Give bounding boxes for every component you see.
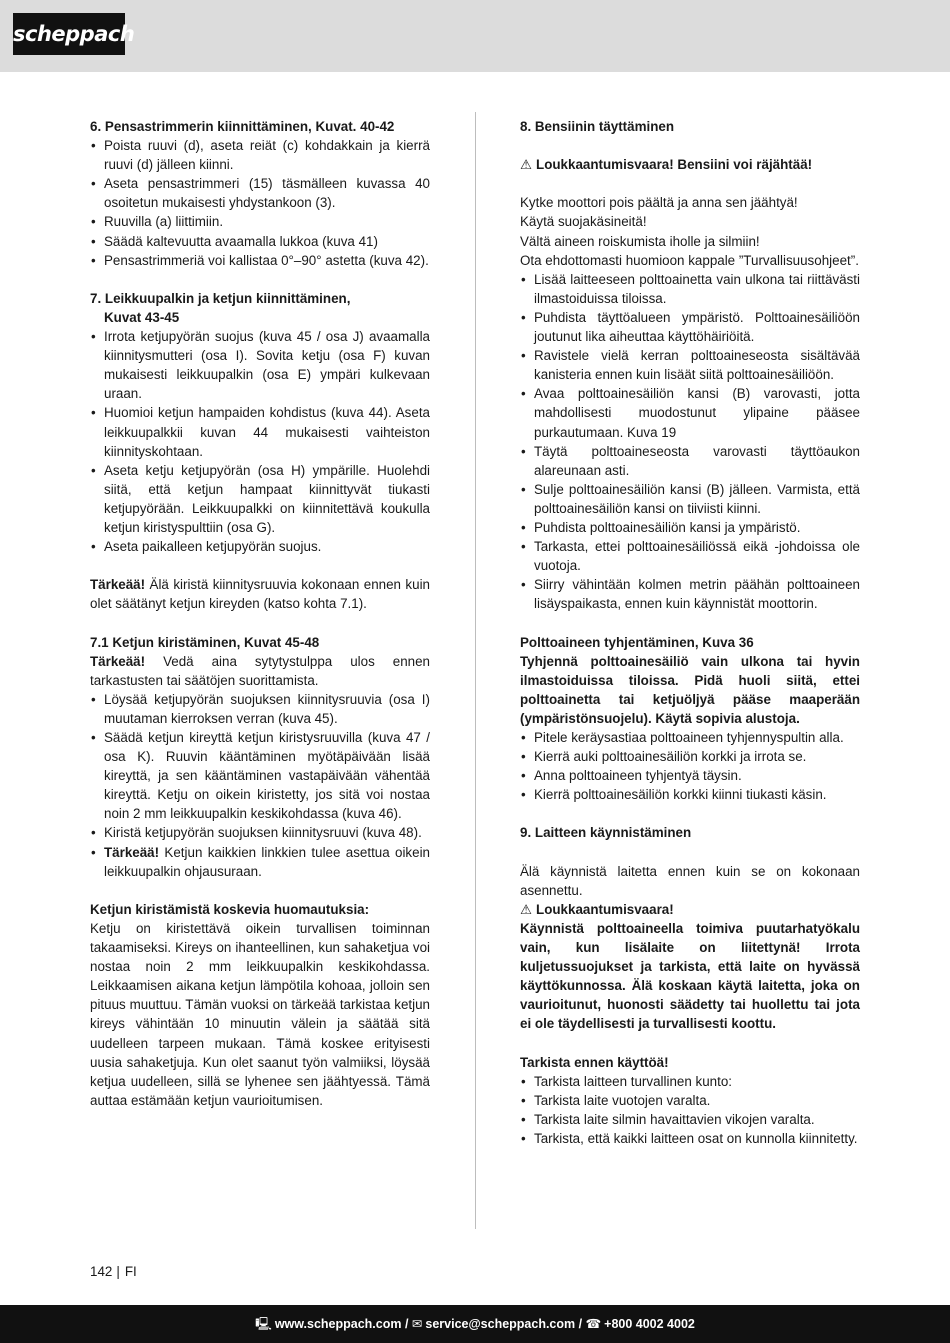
- section-8-line: Ota ehdottomasti huomioon kappale ”Turvallisuusohjeet”.: [520, 252, 859, 268]
- list-item: • Lisää laitteeseen polttoainetta vain ulkona tai riittävästi ilmastoiduissa tiloissa.: [520, 270, 860, 308]
- section-7-list: [90, 327, 430, 556]
- list-item: • Kiristä ketjupyörän suojuksen kiinnitysruuvi (kuva 48).: [90, 823, 430, 842]
- intro-label: Tärkeää!: [90, 653, 146, 669]
- section-7-1-list: [90, 690, 430, 881]
- right-column: [520, 117, 860, 1148]
- section-6-title: 6. Pensastrimmerin kiinnittäminen, Kuvat. 40-42: [90, 119, 395, 134]
- list-item: • Huomioi ketjun hampaiden kohdistus (kuva 44). Aseta leikkuupalkkii kuvan 44 mukaisesti vaihteiston kiinnityskohtaan.: [90, 403, 430, 460]
- warning-text: Loukkaantumisvaara! Bensiini voi räjähtää!: [536, 157, 813, 173]
- check-title: Tarkista ennen käyttöä!: [520, 1054, 669, 1070]
- list-item: • Pitele keräysastiaa polttoaineen tyhjennyspultin alla.: [520, 728, 860, 747]
- section-7-subtitle: Kuvat 43-45: [104, 309, 180, 325]
- warning-icon: ⚠: [520, 157, 533, 173]
- section-7-1-intro: [90, 652, 430, 690]
- list-item: • Kierrä polttoainesäiliön korkki kiinni tiukasti käsin.: [520, 785, 860, 804]
- section-7-1-title: 7.1 Ketjun kiristäminen, Kuvat 45-48: [90, 634, 320, 650]
- page-separator: |: [116, 1264, 120, 1279]
- drain-bold-text: Tyhjennä polttoainesäiliö vain ulkona tai hyvin ilmastoiduissa tiloissa. Pidä huoli siitä, ettei polttoainetta tai ketjuöljyä pääse maaperään (ympäristönsuojelu). Käytä sopivia alustoja.: [520, 653, 860, 726]
- list-item: • Puhdista polttoainesäiliön kansi ja ympäristö.: [520, 518, 860, 537]
- footer-phone: +800 4002 4002: [604, 1317, 695, 1331]
- list-item: • Tarkasta, ettei polttoainesäiliössä eikä -johdoissa ole vuotoja.: [520, 537, 860, 575]
- list-item: • Tarkista laite silmin havaittavien vikojen varalta.: [520, 1110, 860, 1129]
- section-8-list: [520, 270, 860, 614]
- list-item: • Ravistele vielä kerran polttoaineseosta sisältävää kanisteria ennen kuin lisäät siitä polttoainesäiliöön.: [520, 346, 860, 384]
- drain-list: [520, 728, 860, 804]
- note-text: Älä kiristä kiinnitysruuvia kokonaan ennen kuin olet säätänyt ketjun kireyden (katso kohta 7.1).: [90, 577, 430, 612]
- chain-notes-title: Ketjun kiristämistä koskevia huomautuksia:: [90, 901, 370, 917]
- item-text: Ketjun kaikkien linkkien tulee asettua oikein leikkuupalkin ohjausuraan.: [104, 844, 430, 879]
- list-item: • Puhdista täyttöalueen ympäristö. Polttoainesäiliöön joutunut lika aiheuttaa käyttöhäiriöitä.: [520, 308, 860, 346]
- list-item: • Löysää ketjupyörän suojuksen kiinnitysruuvia (osa I) muutaman kierroksen verran (kuva 45).: [90, 690, 430, 728]
- list-item: • Avaa polttoainesäiliön kansi (B) varovasti, jotta mahdollisesti muodostunut ylipaine pääsee purkautumaan. Kuva 19: [520, 384, 860, 441]
- list-item: • Aseta paikalleen ketjupyörän suojus.: [90, 537, 430, 556]
- list-item: • Poista ruuvi (d), aseta reiät (c) kohdakkain ja kierrä ruuvi (d) jälleen kiinni.: [90, 136, 430, 174]
- column-divider: [475, 112, 476, 1229]
- intro-text: Vedä aina sytytystulppa ulos ennen tarkastusten tai säätöjen suorittamista.: [90, 653, 430, 688]
- section-9-text: Älä käynnistä laitetta ennen kuin se on kokonaan asennettu.: [520, 863, 860, 898]
- list-item: • Irrota ketjupyörän suojus (kuva 45 / osa J) avaamalla kiinnitysmutteri (osa I). Sovita ketju (osa F) kuvan mukaisesti leikkuupalkin (osa E) ympäri kulkevaan uraan.: [90, 327, 430, 403]
- drain-title: Polttoaineen tyhjentäminen, Kuva 36: [520, 634, 754, 650]
- list-item: • Täytä polttoaineseosta varovasti täyttöaukon alareunaan asti.: [520, 442, 860, 480]
- list-item: • Sulje polttoainesäiliön kansi (B) jälleen. Varmista, että polttoainesäiliön kansi on tiiviisti kiinni.: [520, 480, 860, 518]
- page-language: FI: [124, 1264, 137, 1279]
- section-9-bold-text: Käynnistä polttoaineella toimiva puutarhatyökalu vain, kun lisälaite on liitettynä! Irrota kuljetussuojukset ja tarkista, että laite on hyvässä käyttökunnossa. Älä koskaan käytä laitetta, joka on vaurioitunut, huonosti säädetty tai huollettu tai jota ei ole täydellisesti ja turvallisesti koottu.: [520, 920, 860, 1032]
- list-item: • Siirry vähintään kolmen metrin päähän polttoaineen lisäyspaikasta, ennen kuin käynnistät moottorin.: [520, 575, 860, 613]
- warning-text: Loukkaantumisvaara!: [536, 901, 674, 917]
- list-item: • Säädä kaltevuutta avaamalla lukkoa (kuva 41): [90, 232, 430, 251]
- note-label: Tärkeää!: [90, 577, 146, 593]
- list-item: [90, 843, 430, 881]
- chain-notes-text: Ketju on kiristettävä oikein turvallisen toiminnan takaamiseksi. Kireys on ihanteellinen, kun sahaketjua voi nostaa noin 2 mm leikkuupalkin keskikohdassa. Leikkaamisen aikana ketjun lämpötila kohoaa, jolloin sen pituus muuttuu. Tämän vuoksi on tärkeää tarkistaa ketjun kireys vähintään 10 minuutin välein ja säätää sitä uudelleen tarpeen mukaan. Tämä koskee erityisesti uusia sahaketjuja. Kun olet saanut työn valmiiksi, löysää ketjua uudelleen, sillä se lyhenee sen jäähtyessä. Tämä auttaa estämään ketjun vaurioitumisen.: [90, 920, 430, 1108]
- list-item: • Anna polttoaineen tyhjentyä täysin.: [520, 766, 860, 785]
- section-9-warning: [520, 900, 860, 919]
- list-item: • Tarkista, että kaikki laitteen osat on kunnolla kiinnitetty.: [520, 1129, 860, 1148]
- footer-separator: /: [575, 1317, 586, 1331]
- list-item: • Aseta ketju ketjupyörän (osa H) ympärille. Huolehdi siitä, että ketjun hampaat kiinnittyvät tiukasti ketjupyörään. Leikkuupalkki on kiinnitettävä koukulla ketjun kiristyspulttiin (osa G).: [90, 461, 430, 537]
- section-8-line: Vältä aineen roiskumista iholle ja silmiin!: [520, 233, 760, 249]
- section-8-line: Kytke moottori pois päältä ja anna sen jäähtyä!: [520, 195, 798, 211]
- section-9-title: 9. Laitteen käynnistäminen: [520, 825, 692, 841]
- list-item: • Aseta pensastrimmeri (15) täsmälleen kuvassa 40 osoitetun mukaisesti yhdystankoon (3).: [90, 174, 430, 212]
- check-list: [520, 1072, 860, 1148]
- phone-icon: ☎: [585, 1317, 602, 1331]
- item-label: Tärkeää!: [104, 844, 160, 860]
- brand-logo: scheppach: [13, 13, 125, 55]
- section-8-line: Käytä suojakäsineitä!: [520, 214, 647, 230]
- footer-email: service@scheppach.com: [425, 1317, 576, 1331]
- section-7-note: [90, 575, 430, 613]
- left-column: [90, 117, 430, 1110]
- section-8-warning: [520, 155, 860, 174]
- warning-icon: ⚠: [520, 901, 533, 917]
- list-item: • Tarkista laitteen turvallinen kunto:: [520, 1072, 860, 1091]
- page-number-value: 142: [90, 1264, 113, 1279]
- footer-separator: /: [401, 1317, 412, 1331]
- page-number: [90, 1264, 137, 1279]
- footer-web: www.scheppach.com: [274, 1317, 402, 1331]
- list-item: • Ruuvilla (a) liittimiin.: [90, 212, 430, 231]
- email-icon: ✉: [411, 1317, 423, 1331]
- list-item: • Tarkista laite vuotojen varalta.: [520, 1091, 860, 1110]
- list-item: • Kierrä auki polttoainesäiliön korkki ja irrota se.: [520, 747, 860, 766]
- computer-icon: 🖳: [255, 1317, 272, 1331]
- section-6-list: [90, 136, 430, 270]
- list-item: • Säädä ketjun kireyttä ketjun kiristysruuvilla (kuva 47 / osa K). Ruuvin kääntäminen myötäpäivään lisää kireyttä, ja sen kääntäminen vastapäivään vähentää kireyttä. Ketju on oikein kiristetty, jos sitä voi nostaa noin 2 mm leikkuupalkin keskikohdassa (kuva 46).: [90, 728, 430, 823]
- page-header: [0, 0, 950, 72]
- list-item: • Pensastrimmeriä voi kallistaa 0°–90° astetta (kuva 42).: [90, 251, 430, 270]
- page-footer: [0, 1305, 950, 1343]
- section-8-title: 8. Bensiinin täyttäminen: [520, 119, 675, 134]
- section-7-title: 7. Leikkuupalkin ja ketjun kiinnittäminen,: [90, 290, 351, 306]
